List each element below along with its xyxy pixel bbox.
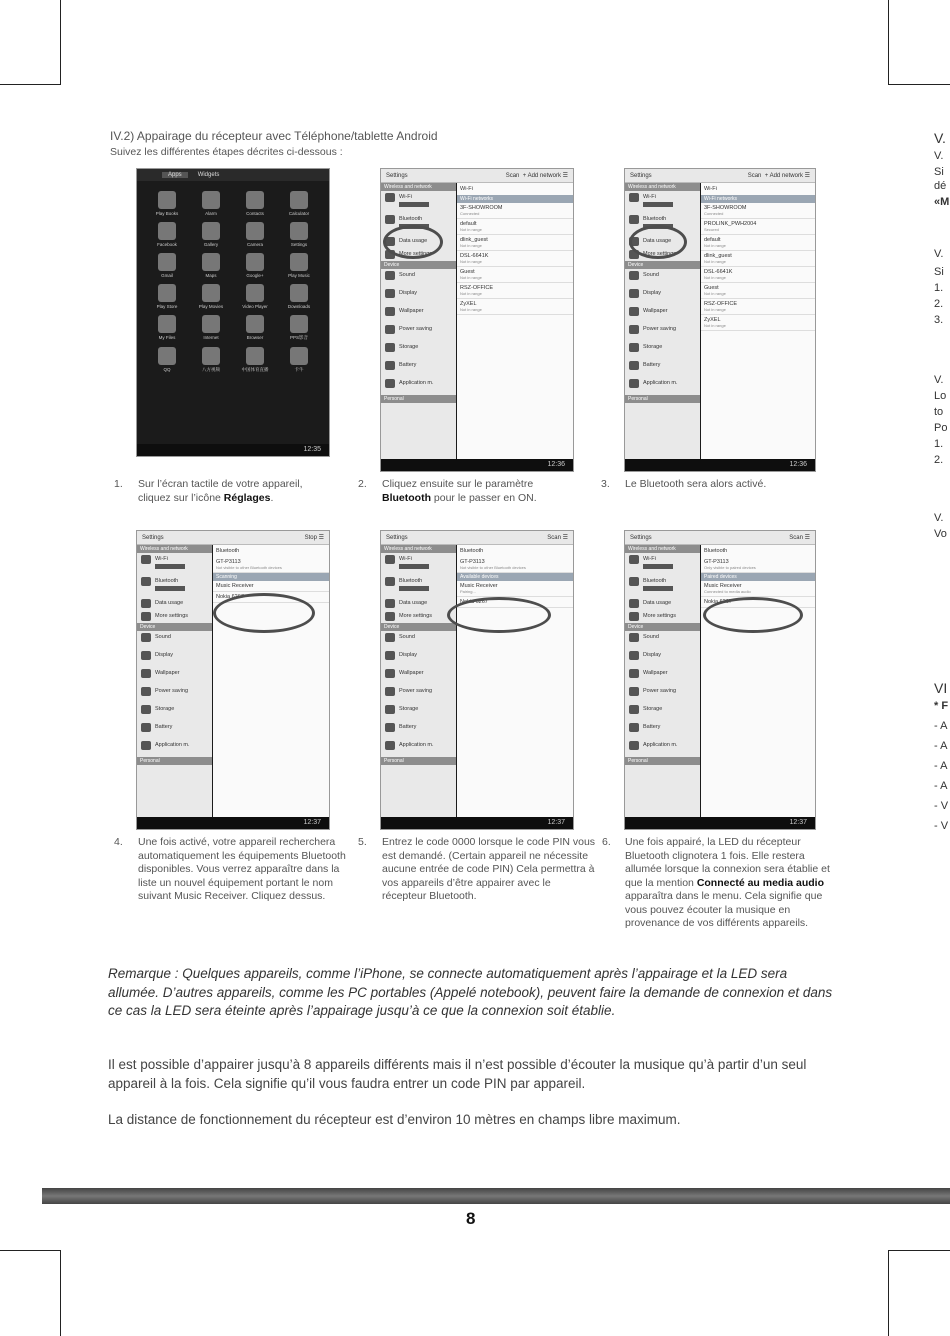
screenshot-bluetooth-pairing [380, 530, 574, 830]
app-glyph-icon [158, 315, 176, 333]
app-grid [145, 191, 321, 373]
step-number: 3. [601, 478, 610, 490]
app-glyph-icon [202, 284, 220, 302]
sidebar-item-bluetooth[interactable]: Bluetooth [137, 575, 212, 597]
app-icon[interactable] [277, 191, 321, 216]
app-icon[interactable] [277, 284, 321, 309]
clipped-text: to [934, 406, 944, 418]
app-icon[interactable] [233, 315, 277, 341]
sidebar-item-battery[interactable]: Battery [625, 721, 700, 739]
settings-title: Settings [630, 172, 652, 179]
app-icon[interactable] [189, 347, 233, 373]
sidebar-item-bluetooth[interactable]: Bluetooth [381, 575, 456, 597]
step-number: 4. [114, 836, 123, 848]
app-glyph-icon [246, 284, 264, 302]
header-actions: Scan + Add network ☰ [747, 173, 810, 179]
clock: 12:36 [547, 461, 565, 468]
screenshot-app-drawer [136, 168, 330, 457]
sidebar-item-battery[interactable]: Battery [625, 359, 700, 377]
app-icon[interactable] [233, 347, 277, 373]
header-actions: Scan + Add network ☰ [505, 173, 568, 179]
panel-title: Wi-Fi [460, 186, 473, 192]
app-glyph-icon [290, 315, 308, 333]
sidebar-item-sound[interactable]: Sound [381, 631, 456, 649]
wifi-panel [701, 183, 815, 459]
category-personal: Personal [381, 395, 456, 403]
device-visibility[interactable]: GT-P3113 Not visible to other Bluetooth devices [457, 557, 573, 573]
step-2-caption: Cliquez ensuite sur le paramètre Bluetooth pour le passer en ON. [382, 478, 537, 504]
clock: 12:35 [303, 446, 321, 453]
clipped-text: 2. [934, 454, 944, 466]
status-bar [381, 817, 573, 829]
clipped-text: VI [934, 680, 948, 696]
app-label: Internet [203, 335, 219, 340]
bluetooth-toggle[interactable] [643, 586, 673, 591]
clock: 12:36 [789, 461, 807, 468]
app-icon[interactable] [189, 315, 233, 341]
sidebar-item-storage[interactable]: Storage [625, 703, 700, 721]
wifi-network-item[interactable]: dlink_guest Not in range [457, 235, 573, 251]
highlight-circle [629, 225, 687, 259]
status-bar [137, 817, 329, 829]
clipped-text: V. [934, 130, 946, 146]
paragraph-distance: La distance de fonctionnement du récepteur est d’environ 10 mètres en champs libre maximum. [108, 1112, 681, 1127]
screenshot-wifi-settings [380, 168, 574, 472]
wifi-panel [457, 183, 573, 459]
settings-header [625, 531, 815, 545]
app-label: Facebook [157, 242, 177, 247]
wifi-toggle[interactable] [643, 202, 673, 207]
step-number: 2. [358, 478, 367, 490]
wifi-toggle[interactable] [399, 564, 429, 569]
bluetooth-toggle[interactable] [399, 586, 429, 591]
clipped-text: V. [934, 512, 944, 524]
sidebar-item-wifi[interactable]: Wi-Fi [137, 553, 212, 575]
wifi-network-item[interactable]: 3F-SHOWROOM Connected [457, 203, 573, 219]
sidebar-item-storage[interactable]: Storage [381, 703, 456, 721]
app-glyph-icon [202, 191, 220, 209]
app-label: Alarm [205, 211, 217, 216]
sidebar-item-power-saving[interactable]: Power saving [625, 323, 700, 341]
panel-title: Bluetooth [216, 548, 240, 554]
devices-section: Paired devices [701, 573, 815, 581]
app-label: 八方视频 [202, 367, 220, 372]
sidebar-item-application[interactable]: Application m. [625, 739, 700, 757]
clipped-text: 3. [934, 314, 944, 326]
wifi-network-item[interactable]: default Not in range [701, 235, 815, 251]
header-actions: Scan ☰ [547, 535, 568, 541]
category-device: Device [625, 261, 700, 269]
section-subtitle: Suivez les différentes étapes décrites ci-dessous : [110, 146, 343, 158]
sidebar-item-sound[interactable]: Sound [625, 631, 700, 649]
sidebar-item-wallpaper[interactable]: Wallpaper [625, 667, 700, 685]
devices-section: Available devices [457, 573, 573, 581]
app-glyph-icon [290, 253, 308, 271]
wifi-network-item[interactable]: PROLINK_PWH2004 Secured [701, 219, 815, 235]
category-device: Device [381, 623, 456, 631]
wifi-network-item[interactable]: ZyXEL Not in range [701, 315, 815, 331]
category-wireless: Wireless and network [625, 545, 700, 553]
sidebar-item-wifi[interactable]: Wi-Fi [625, 553, 700, 575]
app-icon[interactable] [233, 191, 277, 216]
app-icon[interactable] [277, 222, 321, 247]
status-bar [381, 459, 573, 471]
sidebar-item-wallpaper[interactable]: Wallpaper [625, 305, 700, 323]
app-label: Settings [290, 242, 308, 247]
paragraph-pairing-limit: Il est possible d’appairer jusqu’à 8 appareils différents mais il n’est possible d’écouter la musique qu’à partir d’un seul appareil à la fois. Cela signifie qu’il vous faudra entrer un code PIN par appareil. [108, 1057, 807, 1091]
sidebar-item-wifi[interactable]: Wi-Fi [381, 191, 456, 213]
sidebar-item-display[interactable]: Display [381, 649, 456, 667]
app-icon[interactable] [189, 284, 233, 309]
clipped-text: Vo [934, 528, 947, 540]
status-bar [625, 459, 815, 471]
status-bar [137, 444, 329, 456]
sidebar-item-sound[interactable]: Sound [625, 269, 700, 287]
wifi-toggle[interactable] [643, 564, 673, 569]
clipped-text: - A [934, 780, 948, 792]
clipped-text: - A [934, 720, 948, 732]
category-personal: Personal [625, 757, 700, 765]
app-glyph-icon [246, 315, 264, 333]
clock: 12:37 [303, 819, 321, 826]
sidebar-item-more-settings[interactable]: More settings [381, 610, 456, 623]
sidebar-item-wallpaper[interactable]: Wallpaper [381, 305, 456, 323]
sidebar-item-battery[interactable]: Battery [381, 721, 456, 739]
app-label: Play Books [155, 211, 179, 216]
step-6-caption: Une fois appairé, la LED du récepteur Bluetooth clignotera 1 fois. Elle restera allumée lorsque la connexion sera établie et que la mention Connecté au media audio apparaîtra dans le menu. Cela signifie que vous pouvez écouter la musique en provenance de vos différents appareils. [625, 836, 830, 929]
sidebar-item-display[interactable]: Display [137, 649, 212, 667]
app-glyph-icon [202, 253, 220, 271]
app-icon[interactable] [145, 284, 189, 309]
app-glyph-icon [246, 191, 264, 209]
settings-sidebar [625, 545, 700, 817]
settings-header [381, 169, 573, 183]
clipped-text: dé [934, 180, 947, 192]
clipped-text: - A [934, 740, 948, 752]
sidebar-item-application[interactable]: Application m. [137, 739, 212, 757]
app-label: Video Player [242, 304, 268, 309]
highlight-circle [703, 597, 803, 633]
settings-title: Settings [386, 534, 408, 541]
app-label: 中国体育直播 [241, 367, 269, 372]
sidebar-item-wallpaper[interactable]: Wallpaper [137, 667, 212, 685]
app-glyph-icon [290, 191, 308, 209]
clipped-text: 1. [934, 438, 944, 450]
page-number: 8 [466, 1209, 476, 1228]
sidebar-item-display[interactable]: Display [381, 287, 456, 305]
highlight-circle [213, 593, 315, 633]
clipped-text: 1. [934, 282, 944, 294]
highlight-circle [447, 597, 551, 633]
crop-mark [60, 1250, 61, 1336]
sidebar-item-power-saving[interactable]: Power saving [625, 685, 700, 703]
sidebar-item-bluetooth[interactable]: Bluetooth [625, 213, 700, 235]
wifi-network-item[interactable]: dlink_guest Not in range [701, 251, 815, 267]
sidebar-item-application[interactable]: Application m. [381, 377, 456, 395]
app-glyph-icon [158, 191, 176, 209]
wifi-network-item[interactable]: 3F-SHOWROOM Connected [701, 203, 815, 219]
header-actions: Scan ☰ [789, 535, 810, 541]
clock: 12:37 [789, 819, 807, 826]
step-number: 1. [114, 478, 123, 490]
clipped-text: - V [934, 820, 949, 832]
app-icon[interactable] [145, 347, 189, 373]
sidebar-item-storage[interactable]: Storage [381, 341, 456, 359]
clipped-text: - V [934, 800, 949, 812]
wifi-network-item[interactable]: DSL-6641K Not in range [701, 267, 815, 283]
bluetooth-panel [457, 545, 573, 817]
bluetooth-panel [701, 545, 815, 817]
settings-sidebar [381, 545, 456, 817]
clock: 12:37 [547, 819, 565, 826]
wifi-network-item[interactable]: default Not in range [457, 219, 573, 235]
clipped-text: 2. [934, 298, 944, 310]
device-visibility[interactable]: GT-P3113 Only visible to paired devices [701, 557, 815, 573]
sidebar-item-sound[interactable]: Sound [137, 631, 212, 649]
app-label: Contacts [246, 211, 264, 216]
app-icon[interactable] [277, 253, 321, 278]
wifi-toggle[interactable] [399, 202, 429, 207]
note-remark: Remarque : Quelques appareils, comme l’iPhone, se connecte automatiquement après l’appairage et la LED sera allumée. D’autres appareils, comme les PC portables (Appelé notebook), peuvent faire la demande de connexion et dans ce cas la LED sera éteinte après l’appairage jusqu’à ce que la connexion soit établie. [108, 966, 833, 1018]
sidebar-item-power-saving[interactable]: Power saving [381, 323, 456, 341]
clipped-text: Si [934, 266, 944, 278]
app-label: 卡牛 [294, 367, 304, 372]
app-label: Gallery [203, 242, 219, 247]
app-label: Play Music [288, 273, 310, 278]
sidebar-item-data-usage[interactable]: Data usage [625, 597, 700, 610]
screenshot-bluetooth-scan [136, 530, 330, 830]
app-icon[interactable] [189, 191, 233, 216]
app-label: Play Store [156, 304, 178, 309]
category-personal: Personal [137, 757, 212, 765]
wifi-network-item[interactable]: RSZ-OFFICE Not in range [701, 299, 815, 315]
app-icon[interactable] [189, 253, 233, 278]
footer-bar [42, 1188, 950, 1204]
sidebar-item-battery[interactable]: Battery [381, 359, 456, 377]
sidebar-item-storage[interactable]: Storage [625, 341, 700, 359]
crop-mark [60, 0, 61, 85]
app-icon[interactable] [145, 315, 189, 341]
clipped-text: Si [934, 166, 944, 178]
sidebar-item-power-saving[interactable]: Power saving [381, 685, 456, 703]
app-label: Play Movies [198, 304, 224, 309]
panel-title: Wi-Fi [704, 186, 717, 192]
app-label: Calculator [288, 211, 310, 216]
sidebar-item-storage[interactable]: Storage [137, 703, 212, 721]
clipped-text: «M [934, 196, 950, 208]
app-icon[interactable] [189, 222, 233, 247]
app-label: Gmail [161, 273, 173, 278]
app-glyph-icon [246, 253, 264, 271]
app-glyph-icon [202, 315, 220, 333]
wifi-networks-header: Wi-Fi networks [457, 195, 573, 203]
app-glyph-icon [158, 222, 176, 240]
clipped-text: Po [934, 422, 948, 434]
sidebar-item-bluetooth[interactable]: Bluetooth [381, 213, 456, 235]
app-glyph-icon [158, 284, 176, 302]
sidebar-item-data-usage[interactable]: Data usage [625, 235, 700, 248]
sidebar-item-wifi[interactable]: Wi-Fi [625, 191, 700, 213]
bluetooth-toggle[interactable] [155, 586, 185, 591]
sidebar-item-more-settings[interactable]: More settings [381, 248, 456, 261]
app-label: QQ [163, 367, 171, 372]
clipped-text: * F [934, 700, 949, 712]
app-label: Downloads [287, 304, 311, 309]
sidebar-item-display[interactable]: Display [625, 649, 700, 667]
wifi-network-item[interactable]: RSZ-OFFICE Not in range [457, 283, 573, 299]
app-icon[interactable] [145, 191, 189, 216]
category-wireless: Wireless and network [137, 545, 212, 553]
category-device: Device [137, 623, 212, 631]
sidebar-item-display[interactable]: Display [625, 287, 700, 305]
app-icon[interactable] [233, 253, 277, 278]
settings-title: Settings [386, 172, 408, 179]
app-icon[interactable] [277, 347, 321, 373]
clipped-text: - A [934, 760, 948, 772]
settings-title: Settings [142, 534, 164, 541]
sidebar-item-data-usage[interactable]: Data usage [381, 235, 456, 248]
app-glyph-icon [246, 222, 264, 240]
clipped-text: V. [934, 248, 944, 260]
clipped-text: Lo [934, 390, 947, 402]
app-label: Browser [246, 335, 264, 340]
app-label: PPS影音 [289, 335, 308, 340]
crop-mark [888, 1250, 889, 1336]
category-wireless: Wireless and network [381, 545, 456, 553]
app-glyph-icon [202, 347, 220, 365]
app-icon[interactable] [233, 222, 277, 247]
sidebar-item-sound[interactable]: Sound [381, 269, 456, 287]
crop-mark [888, 0, 889, 85]
category-wireless: Wireless and network [381, 183, 456, 191]
sidebar-item-application[interactable]: Application m. [381, 739, 456, 757]
app-icon[interactable] [233, 284, 277, 309]
music-receiver-item[interactable]: Music Receiver [213, 581, 329, 592]
screenshot-bluetooth-on [624, 168, 816, 472]
wifi-network-item[interactable]: ZyXEL Not in range [457, 299, 573, 315]
devices-section: Scanning [213, 573, 329, 581]
bluetooth-panel [213, 545, 329, 817]
wifi-network-item[interactable]: Guest Not in range [701, 283, 815, 299]
panel-title: Bluetooth [460, 548, 484, 554]
settings-header [625, 169, 815, 183]
step-3-caption: Le Bluetooth sera alors activé. [625, 478, 767, 490]
section-title: IV.2) Appairage du récepteur avec Téléphone/tablette Android [110, 129, 438, 143]
app-label: Maps [205, 273, 217, 278]
category-personal: Personal [625, 395, 700, 403]
sidebar-item-bluetooth[interactable]: Bluetooth [625, 575, 700, 597]
app-glyph-icon [246, 347, 264, 365]
status-bar [625, 817, 815, 829]
app-label: Google+ [246, 273, 264, 278]
step-number: 6. [602, 836, 611, 848]
nokia-device-item[interactable]: Nokia 6267 [213, 592, 329, 603]
device-visibility[interactable]: GT-P3113 Not visible to other Bluetooth devices [213, 557, 329, 573]
app-label: My Files [158, 335, 176, 340]
step-1-caption: Sur l’écran tactile de votre appareil, cliquez sur l’icône Réglages. [138, 478, 303, 504]
category-personal: Personal [381, 757, 456, 765]
nokia-device-item[interactable]: Nokia 6267 [701, 597, 815, 608]
settings-header [381, 531, 573, 545]
step-4-caption: Une fois activé, votre appareil recherchera automatiquement les équipements Bluetooth disponibles. Vous verrez apparaître dans la liste un nouvel équipement portant le nom suivant Music Receiver. Cliquez dessus. [138, 836, 346, 902]
sidebar-item-application[interactable]: Application m. [625, 377, 700, 395]
sidebar-item-wallpaper[interactable]: Wallpaper [381, 667, 456, 685]
app-label: Camera [246, 242, 263, 247]
wifi-network-item[interactable]: DSL-6641K Not in range [457, 251, 573, 267]
header-actions: Stop ☰ [304, 535, 324, 541]
sidebar-item-wifi[interactable]: Wi-Fi [381, 553, 456, 575]
right-edge-clipped-text [934, 0, 950, 1336]
widgets-tab: Widgets [197, 172, 220, 178]
sidebar-item-more-settings[interactable]: More settings [625, 610, 700, 623]
nokia-device-item[interactable]: Nokia 6267 [457, 597, 573, 608]
settings-header [137, 531, 329, 545]
app-glyph-icon [158, 347, 176, 365]
sidebar-item-data-usage[interactable]: Data usage [381, 597, 456, 610]
category-device: Device [625, 623, 700, 631]
sidebar-item-battery[interactable]: Battery [137, 721, 212, 739]
panel-title: Bluetooth [704, 548, 728, 554]
sidebar-item-more-settings[interactable]: More settings [137, 610, 212, 623]
app-glyph-icon [290, 347, 308, 365]
wifi-networks-header: Wi-Fi networks [701, 195, 815, 203]
clipped-text: V. [934, 374, 944, 386]
wifi-network-item[interactable]: Guest Not in range [457, 267, 573, 283]
sidebar-item-power-saving[interactable]: Power saving [137, 685, 212, 703]
crop-mark [0, 1250, 61, 1251]
app-glyph-icon [290, 284, 308, 302]
settings-title: Settings [630, 534, 652, 541]
sidebar-item-data-usage[interactable]: Data usage [137, 597, 212, 610]
apps-tab: Apps [162, 172, 188, 178]
settings-sidebar [137, 545, 212, 817]
sidebar-item-more-settings[interactable]: More settings [625, 248, 700, 261]
music-receiver-item[interactable]: Music Receiver Pairing... [457, 581, 573, 597]
step-number: 5. [358, 836, 367, 848]
app-glyph-icon [158, 253, 176, 271]
highlight-circle [383, 225, 443, 259]
app-icon[interactable] [145, 222, 189, 247]
clipped-text: V. [934, 150, 944, 162]
app-glyph-icon [290, 222, 308, 240]
crop-mark [0, 84, 61, 85]
category-wireless: Wireless and network [625, 183, 700, 191]
app-icon[interactable] [145, 253, 189, 278]
app-icon[interactable] [277, 315, 321, 341]
wifi-toggle[interactable] [155, 564, 185, 569]
music-receiver-item[interactable]: Music Receiver Connected to media audio [701, 581, 815, 597]
app-glyph-icon [202, 222, 220, 240]
step-5-caption: Entrez le code 0000 lorsque le code PIN vous est demandé. (Certain appareil ne nécessite aucune entrée de code PIN) Cela permettra à vos appareils d’être appairer avec le récepteur Bluetooth. [382, 836, 596, 902]
screenshot-bluetooth-paired [624, 530, 816, 830]
category-device: Device [381, 261, 456, 269]
